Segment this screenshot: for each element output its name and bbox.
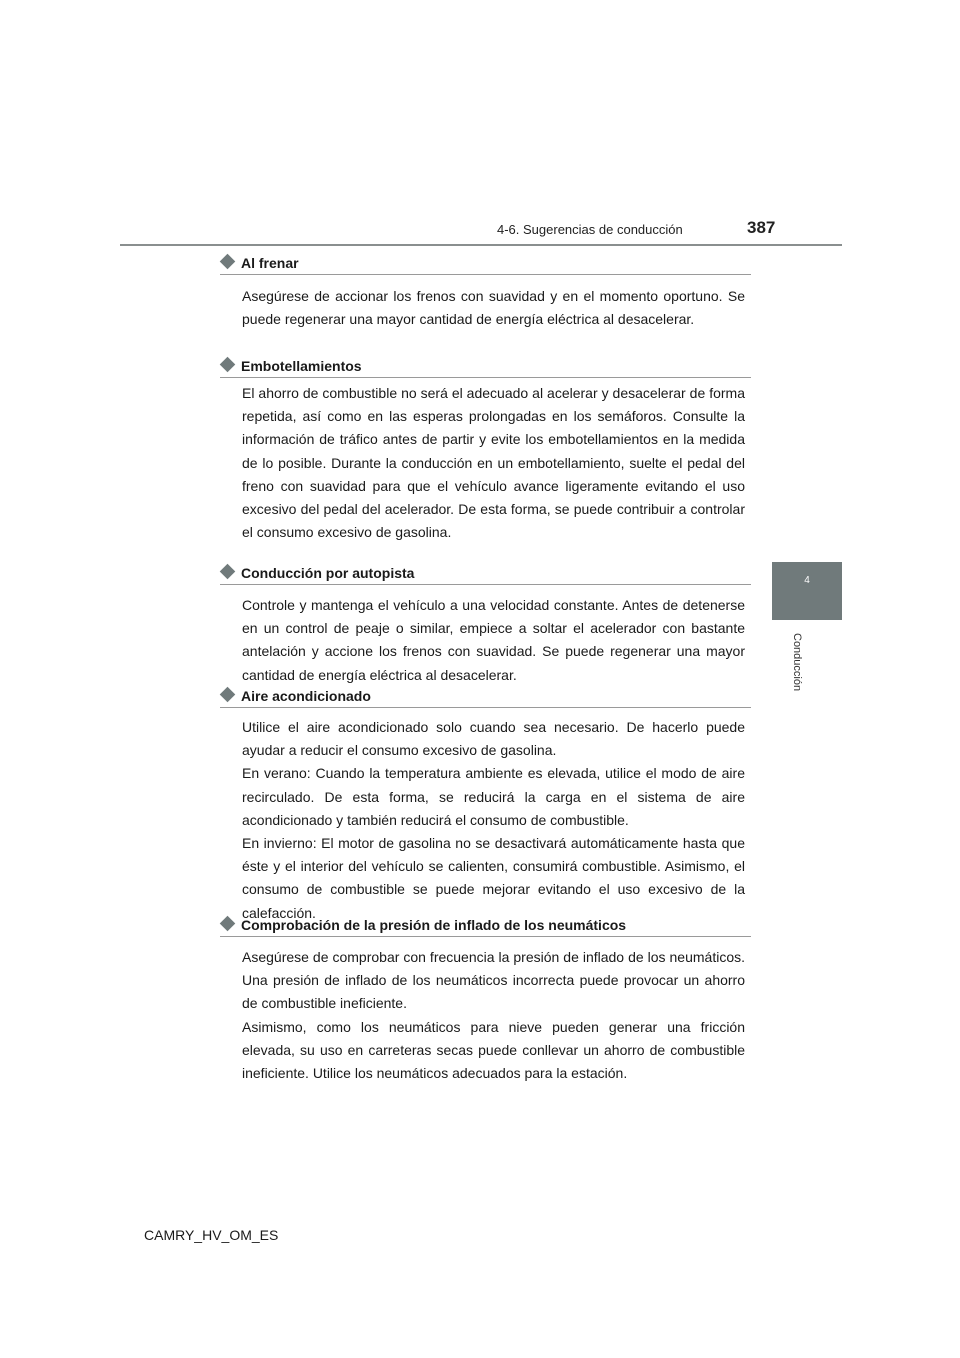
diamond-bullet-icon [220, 916, 236, 932]
document-code: CAMRY_HV_OM_ES [144, 1227, 279, 1243]
paragraph: Controle y mantenga el vehículo a una velocidad constante. Antes de detenerse en un control de peaje o similar, empiece a soltar el acelerador con bastante antelación y accione los frenos con suavidad. Se puede regenerar una mayor cantidad de energía eléctrica al desacelerar. [242, 597, 745, 683]
section-heading [220, 564, 751, 585]
section-body [242, 946, 745, 1085]
section-heading [220, 687, 751, 708]
section-body [242, 594, 745, 687]
section-heading-text: Al frenar [241, 255, 299, 271]
section-body [242, 285, 745, 331]
section-heading [220, 254, 751, 275]
paragraph: Asegúrese de comprobar con frecuencia la presión de inflado de los neumáticos. Una presión de inflado de los neumáticos incorrecta puede provocar un ahorro de combustible ineficiente. [242, 949, 745, 1012]
section-title: 4-6. Sugerencias de conducción [497, 222, 683, 237]
paragraph: Utilice el aire acondicionado solo cuando sea necesario. De hacerlo puede ayudar a reducir el consumo excesivo de gasolina. [242, 719, 745, 759]
page-number: 387 [747, 218, 776, 237]
section-heading-text: Conducción por autopista [241, 565, 415, 581]
chapter-tab-number: 4 [804, 575, 810, 586]
section-heading-text: Aire acondicionado [241, 688, 371, 704]
section-heading [220, 357, 751, 378]
paragraph: Asimismo, como los neumáticos para nieve pueden generar una fricción elevada, su uso en carreteras secas puede conllevar un ahorro de combustible ineficiente. Utilice los neumáticos adecuados para la estación. [242, 1018, 745, 1082]
diamond-bullet-icon [220, 687, 236, 703]
section-heading [220, 916, 751, 937]
section-body [242, 382, 745, 544]
paragraph: Asegúrese de accionar los frenos con suavidad y en el momento oportuno. Se puede regenerar una mayor cantidad de energía eléctrica al desacelerar. [242, 288, 745, 328]
paragraph: El ahorro de combustible no será el adecuado al acelerar y desacelerar de forma repetida, así como en las esperas prolongadas en los semáforos. Consulte la información de tráfico antes de partir y evite los embotellamientos en la medida de lo posible. Durante la conducción en un embotellamiento, suelte el pedal del freno con suavidad para que el vehículo avance ligeramente evitando el uso excesivo del pedal del acelerador. De esta forma, se puede contribuir a controlar el consumo excesivo de gasolina. [242, 385, 745, 541]
section-heading-text: Embotellamientos [241, 358, 362, 374]
diamond-bullet-icon [220, 564, 236, 580]
section-heading-text: Comprobación de la presión de inflado de los neumáticos [241, 917, 627, 933]
paragraph: En verano: Cuando la temperatura ambiente es elevada, utilice el modo de aire recirculado. De esta forma, se reducirá la carga en el sistema de aire acondicionado y también reducirá el consumo de combustible. [242, 765, 745, 828]
chapter-tab-label: Conducción [791, 633, 803, 692]
header-divider [120, 244, 842, 246]
paragraph: En invierno: El motor de gasolina no se desactivará automáticamente hasta que éste y el interior del vehículo se calienten, consumirá combustible. Asimismo, el consumo de combustible se puede mejorar evitando el uso excesivo de la calefacción. [242, 835, 745, 921]
diamond-bullet-icon [220, 254, 236, 270]
diamond-bullet-icon [220, 357, 236, 373]
chapter-tab [772, 562, 842, 620]
section-body [242, 716, 745, 925]
